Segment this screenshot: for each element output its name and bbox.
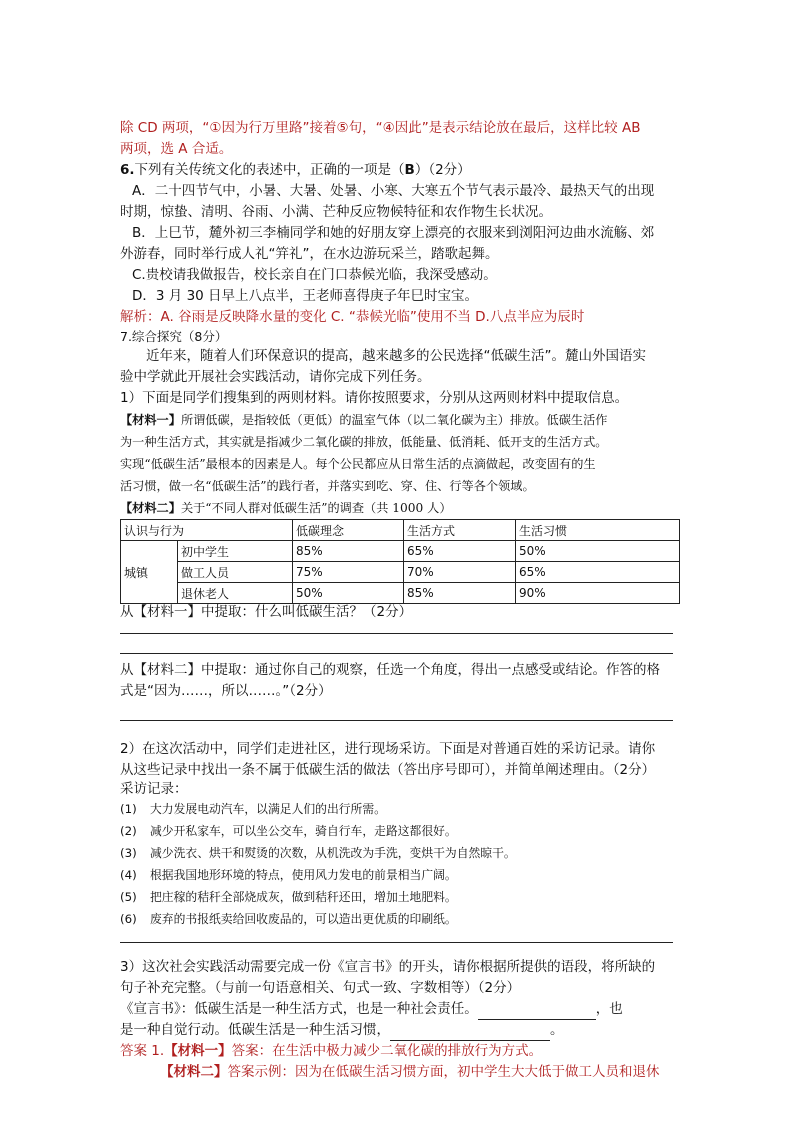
table-row	[121, 562, 680, 583]
declaration-text-b: ，也	[595, 1001, 623, 1017]
record-number: (5)	[120, 890, 137, 904]
table-cell: 65%	[404, 541, 516, 562]
table-cell: 50%	[516, 541, 680, 562]
q6-option-a-2: 时期，惊蛰、清明、谷雨、小满、芒种反应物候特征和农作物生长状况。	[120, 204, 552, 220]
record-text: 把庄稼的秸秆全部烧成灰，做到秸秆还田，增加土地肥料。	[150, 890, 457, 904]
q6-option-b-1: B．上巳节，麓外初三李楠同学和她的好朋友穿上漂亮的衣服来到浏阳河边曲水流觞、郊	[132, 225, 655, 241]
q6-number: 6.	[120, 162, 135, 178]
material-1-line-2: 为一种生活方式，其实就是指减少二氧化碳的排放，低能量、低消耗、低开支的生活方式。	[120, 435, 608, 449]
answer-1-text: 答案：在生活中极力减少二氧化碳的排放行为方式。	[231, 1043, 543, 1059]
table-header-cell: 生活方式	[404, 520, 516, 541]
q6-option-b-2: 外游春，同时举行成人礼“笄礼”，在水边游玩采兰，踏歌起舞。	[120, 246, 499, 262]
record-text: 减少开私家车，可以坐公交车，骑自行车，走路这都很好。	[150, 824, 457, 838]
q6-stem	[120, 160, 680, 181]
table-cell: 65%	[516, 562, 680, 583]
q7-task-2-1: 2）在这次活动中，同学们走进社区，进行现场采访。下面是对普通百姓的采访记录。请你	[120, 741, 656, 757]
q6-score: ）（2分）	[414, 162, 471, 178]
q7-title: 7.综合探究（8分）	[120, 329, 228, 344]
list-item	[120, 820, 680, 842]
declaration-line-2	[120, 1020, 680, 1041]
record-number: (1)	[120, 802, 137, 816]
table-group-cell: 城镇	[121, 541, 178, 604]
material-1-line-1	[120, 409, 680, 431]
material-1-label: 【材料一】	[120, 413, 181, 427]
record-number: (4)	[120, 868, 137, 882]
table-row	[121, 541, 680, 562]
q7-task-1: 1）下面是同学们搜集到的两则材料。请你按照要求，分别从这两则材料中提取信息。	[120, 390, 629, 406]
material-1-line-3: 实现“低碳生活”最根本的因素是人。每个公民都应从日常生活的点滴做起，改变固有的生	[120, 457, 596, 471]
list-item	[120, 842, 680, 864]
answer-2-label: 【材料二】	[160, 1064, 228, 1080]
material-2-title-text: 关于“不同人群对低碳生活”的调查（共 1000 人）	[180, 501, 452, 515]
q6-option-c: C.贵校请我做报告，校长亲自在门口恭候光临，我深受感动。	[132, 267, 497, 283]
q6-analysis: 解析：A. 谷雨是反映降水量的变化 C. “恭候光临”使用不当 D.八点半应为辰时	[120, 309, 585, 325]
q6-stem-text: 下列有关传统文化的表述中，正确的一项是（	[134, 162, 405, 178]
record-number: (6)	[120, 912, 137, 926]
list-item	[120, 908, 680, 930]
answer-1	[120, 1041, 680, 1062]
list-item	[120, 798, 680, 820]
material-2-label: 【材料二】	[120, 501, 181, 515]
q7-task-3-2: 句子补充完整。（与前一句语意相关、句式一致、字数相等）（2分）	[120, 980, 521, 996]
table-cell: 85%	[293, 541, 404, 562]
declaration-blank-1[interactable]	[478, 1005, 596, 1020]
answer-1-prefix: 答案 1.	[120, 1043, 165, 1059]
prev-answer-line-2: 两项，选 A 合适。	[120, 141, 233, 157]
material-1-line-4: 活习惯，做一名“低碳生活”的践行者，并落实到吃、穿、住、行等各个领域。	[120, 479, 535, 493]
table-header-cell: 生活习惯	[516, 520, 680, 541]
record-number: (2)	[120, 824, 137, 838]
records-label: 采访记录：	[120, 781, 188, 797]
table-header-cell: 认识与行为	[121, 520, 293, 541]
table-cell: 50%	[293, 583, 404, 604]
declaration-text-d: 。	[550, 1022, 564, 1038]
q7-task-2-2: 从这些记录中找出一条不属于低碳生活的做法（答出序号即可），并简单阐述理由。（2分）	[120, 762, 656, 778]
list-item	[120, 864, 680, 886]
table-cell: 70%	[404, 562, 516, 583]
table-header-row	[121, 520, 680, 541]
q7-intro-2: 验中学就此开展社会实践活动，请你完成下列任务。	[120, 369, 431, 385]
record-text: 减少洗衣、烘干和熨烫的次数，从机洗改为手洗，变烘干为自然晾干。	[150, 846, 516, 860]
table-cell: 初中学生	[178, 541, 293, 562]
table-row	[121, 583, 680, 604]
record-text: 废弃的书报纸卖给回收废品的，可以造出更优质的印刷纸。	[150, 912, 457, 926]
table-cell: 75%	[293, 562, 404, 583]
exam-page	[120, 118, 680, 1083]
table-cell: 90%	[516, 583, 680, 604]
material-1-text-1: 所谓低碳，是指较低（更低）的温室气体（以二氧化碳为主）排放。低碳生活作	[180, 413, 608, 427]
prev-answer-line-1: 除 CD 两项，“①因为行万里路”接着⑤句，“④因此”是表示结论放在最后，这样比较 AB	[120, 120, 641, 136]
record-text: 大力发展电动汽车，以满足人们的出行所需。	[150, 802, 386, 816]
q7-1a-prompt: 从【材料一】中提取：什么叫低碳生活？（2分）	[120, 604, 413, 620]
interview-records	[120, 798, 680, 930]
answer-1-label: 【材料一】	[164, 1043, 232, 1059]
declaration-text-a: 《宣言书》：低碳生活是一种生活方式，也是一种社会责任。	[120, 1001, 478, 1017]
q7-1b-prompt-2: 式是“因为……，所以……。”（2分）	[120, 683, 332, 699]
declaration-text-c: 是一种自觉行动。低碳生活是一种生活习惯，	[120, 1022, 390, 1038]
answer-2	[120, 1062, 680, 1083]
material-2-title	[120, 497, 680, 519]
declaration-line-1	[120, 999, 680, 1020]
q6-option-d: D．3 月 30 日早上八点半，王老师喜得庚子年巳时宝宝。	[132, 288, 479, 304]
q6-answer: B	[404, 162, 415, 178]
q6-option-a-1: A．二十四节气中，小暑、大暑、处暑、小寒、大寒五个节气表示最冷、最热天气的出现	[132, 183, 655, 199]
record-text: 根据我国地形环境的特点，使用风力发电的前景相当广阔。	[150, 868, 457, 882]
q7-task-3-1: 3）这次社会实践活动需要完成一份《宣言书》的开头，请你根据所提供的语段，将所缺的	[120, 959, 656, 975]
answer-2-text: 答案示例：因为在低碳生活习惯方面，初中学生大大低于做工人员和退休	[227, 1064, 660, 1080]
declaration-blank-2[interactable]	[390, 1026, 550, 1041]
q7-intro-1: 近年来，随着人们环保意识的提高，越来越多的公民选择“低碳生活”。麓山外国语实	[146, 348, 646, 364]
list-item	[120, 886, 680, 908]
table-cell: 85%	[404, 583, 516, 604]
table-header-cell: 低碳理念	[293, 520, 404, 541]
q7-1b-prompt-1: 从【材料二】中提取：通过你自己的观察，任选一个角度，得出一点感受或结论。作答的格	[120, 662, 660, 678]
survey-table	[120, 519, 680, 604]
table-cell: 退休老人	[178, 583, 293, 604]
record-number: (3)	[120, 846, 137, 860]
table-cell: 做工人员	[178, 562, 293, 583]
